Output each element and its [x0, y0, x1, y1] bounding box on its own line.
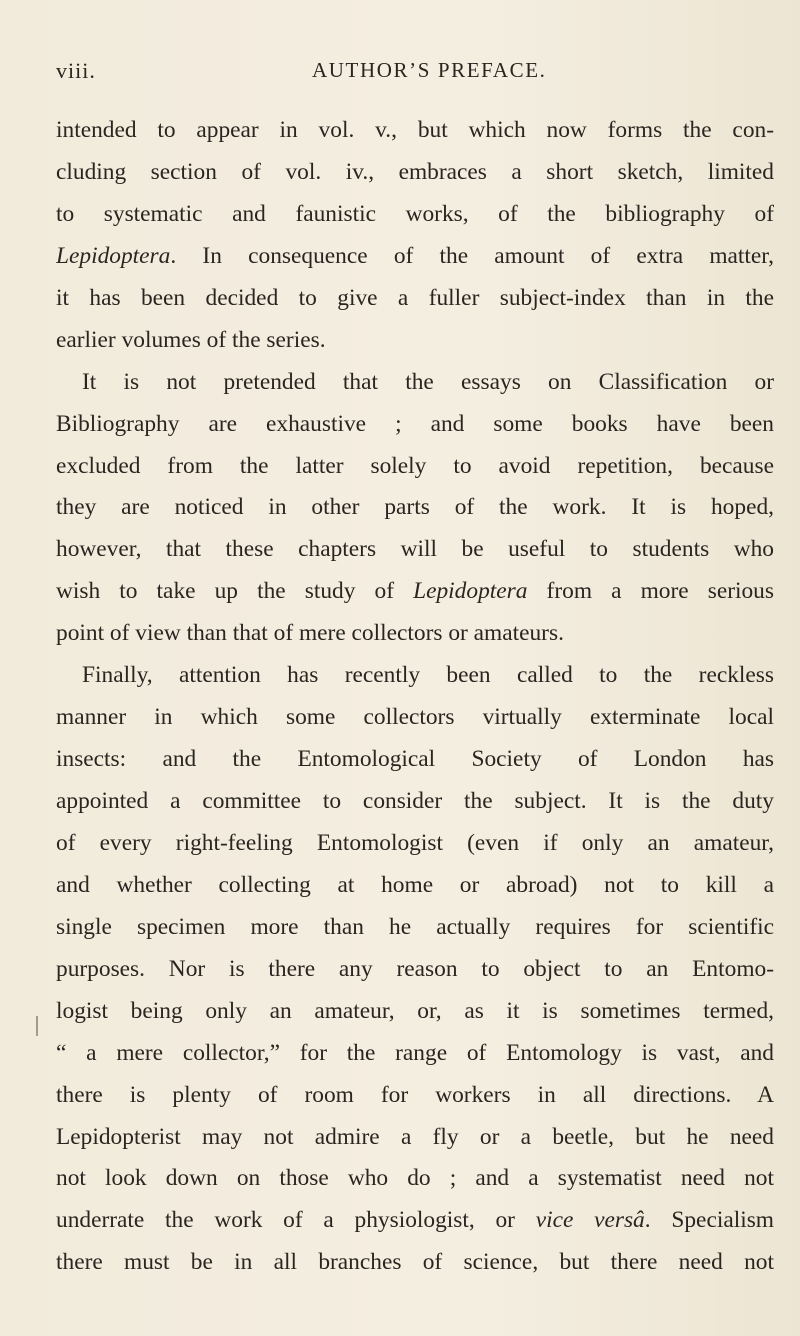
text-line: however, that these chapters will be useful to students who	[56, 536, 774, 563]
text-line: underrate the work of a physiologist, or vice versâ. Specialism	[56, 1207, 774, 1234]
page-number: viii.	[56, 58, 96, 83]
text-line: Bibliography are exhaustive ; and some books have been	[56, 410, 774, 437]
text-line: earlier volumes of the series.	[56, 326, 326, 353]
text-line: Finally, attention has recently been called to the reckless	[82, 662, 774, 689]
text-line: not look down on those who do ; and a systematist need not	[56, 1165, 774, 1192]
text-line: excluded from the latter solely to avoid repetition, because	[56, 452, 774, 479]
text-line: there is plenty of room for workers in all directions. A	[56, 1081, 774, 1108]
text-line: it has been decided to give a fuller subject-index than in the	[56, 284, 774, 311]
text-line: manner in which some collectors virtually exterminate local	[56, 704, 774, 731]
text-line: there must be in all branches of science, but there need not	[56, 1249, 774, 1276]
text-line: cluding section of vol. iv., embraces a short sketch, limited	[56, 158, 774, 185]
running-head: AUTHOR’S PREFACE.	[312, 58, 547, 82]
text-line: purposes. Nor is there any reason to object to an Entomo-	[56, 955, 774, 982]
italic-term: vice versâ	[535, 1207, 645, 1234]
text-line: of every right-feeling Entomologist (even if only an amateur,	[56, 829, 774, 856]
text-line: logist being only an amateur, or, as it is sometimes termed,	[56, 997, 774, 1024]
text-line: “ a mere collector,” for the range of Entomology is vast, and	[56, 1039, 774, 1066]
text-line: single specimen more than he actually requires for scientific	[56, 913, 774, 940]
text-line: Lepidoptera. In consequence of the amount of extra matter,	[56, 242, 774, 269]
italic-term: Lepidoptera	[56, 242, 171, 269]
text-line: they are noticed in other parts of the work. It is hoped,	[56, 494, 774, 521]
text-line: It is not pretended that the essays on Classification or	[82, 368, 774, 395]
italic-term: Lepidoptera	[413, 578, 528, 605]
text-line: and whether collecting at home or abroad) not to kill a	[56, 871, 774, 898]
body-text	[56, 110, 774, 1284]
text-line: intended to appear in vol. v., but which now forms the con-	[56, 117, 774, 143]
text-line: appointed a committee to consider the subject. It is the duty	[56, 788, 774, 814]
text-line: point of view than that of mere collectors or amateurs.	[56, 620, 564, 647]
text-line: insects: and the Entomological Society of London has	[56, 746, 774, 773]
margin-mark	[36, 1016, 38, 1036]
text-line: to systematic and faunistic works, of the bibliography of	[56, 200, 774, 227]
text-line: wish to take up the study of Lepidoptera from a more serious	[56, 578, 774, 605]
text-line: Lepidopterist may not admire a fly or a beetle, but he need	[56, 1123, 774, 1150]
page-header	[56, 58, 744, 88]
